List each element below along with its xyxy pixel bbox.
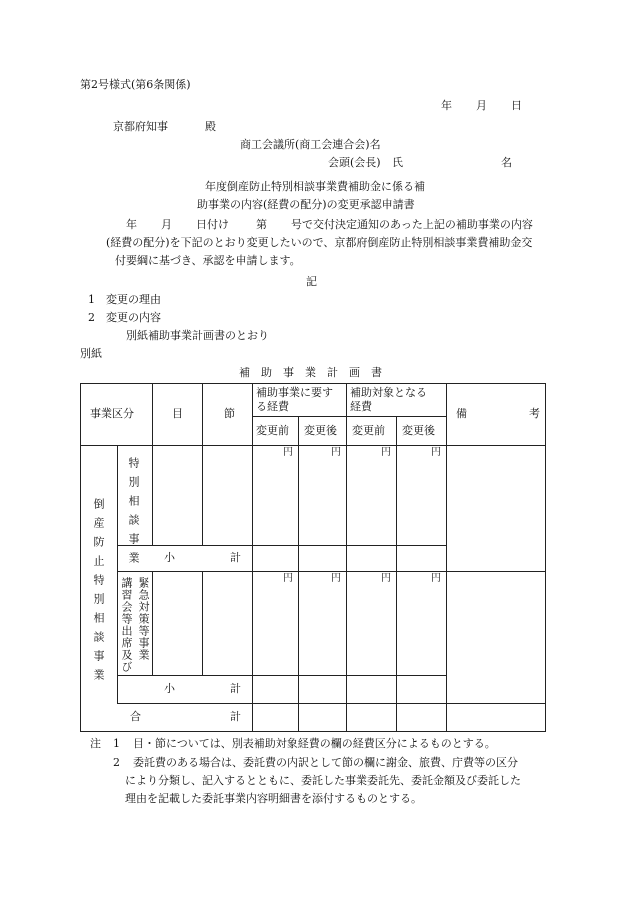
- note-1: 目・節については、別表補助対象経費の欄の経費区分によるものとする。: [133, 737, 496, 750]
- name-label: 氏: [392, 156, 403, 169]
- form-number: 第2号様式(第6条関係): [80, 78, 191, 91]
- header-category: 事業区分: [90, 407, 134, 420]
- item-2: 2 変更の内容: [88, 311, 161, 324]
- note-2-line-2: により分類し、記入するとともに、委託した事業委託先、委託金額及び委託した: [125, 774, 521, 787]
- note-label: 注: [90, 737, 101, 750]
- subtotal-2-b: 計: [230, 682, 241, 695]
- item-1: 1 変更の理由: [88, 293, 161, 306]
- subtotal-1-a: 小: [164, 551, 175, 564]
- honorific: 殿: [205, 120, 216, 133]
- body-line-3: 付要綱に基づき、承認を申請します。: [115, 254, 301, 267]
- ki-label: 記: [306, 275, 317, 288]
- item-2-detail: 別紙補助事業計画書のとおり: [126, 329, 269, 342]
- header-required-2: る経費: [256, 400, 289, 413]
- head-label: 会頭(会長): [328, 156, 381, 169]
- header-after-2: 変更後: [402, 424, 435, 437]
- unit-yen: 円: [283, 447, 293, 458]
- note-2-line-1: 委託費のある場合は、委託費の内訳として節の欄に謝金、旅費、庁費等の区分: [133, 756, 518, 769]
- header-setsu: 節: [224, 407, 235, 420]
- date-day: 日: [511, 99, 522, 112]
- date-year: 年: [441, 99, 452, 112]
- unit-yen: 円: [331, 447, 341, 458]
- unit-yen: 円: [381, 447, 391, 458]
- title-line-1: 年度倒産防止特別相談事業費補助金に係る補: [205, 180, 425, 193]
- body-line-1-rest: 号で交付決定通知のあった上記の補助事業の内容: [291, 218, 533, 231]
- main-category: 倒産防止特別相談事業: [92, 498, 105, 688]
- plan-table: [80, 383, 546, 732]
- subtotal-1-b: 計: [230, 551, 241, 564]
- note-2-number: 2: [113, 756, 120, 769]
- note-2-line-3: 理由を記載した委託事業内容明細書を添付するものとする。: [125, 792, 422, 805]
- header-before-2: 変更前: [352, 424, 385, 437]
- header-remarks-2: 考: [529, 407, 540, 420]
- total-a: 合: [130, 710, 141, 723]
- note-1-number: 1: [113, 737, 120, 750]
- header-eligible-2: 経費: [350, 400, 372, 413]
- unit-yen: 円: [381, 573, 391, 584]
- date-month: 月: [476, 99, 487, 112]
- unit-yen: 円: [283, 573, 293, 584]
- header-eligible-1: 補助対象となる: [350, 386, 427, 399]
- name-label-2: 名: [501, 156, 512, 169]
- org-line: 商工会議所(商工会連合会)名: [240, 138, 381, 151]
- sub-category-2-col2: 講習会等出席及び: [120, 577, 133, 673]
- unit-yen: 円: [431, 573, 441, 584]
- body-year: 年: [126, 218, 137, 231]
- unit-yen: 円: [331, 573, 341, 584]
- body-date: 日付け: [196, 218, 229, 231]
- sub-category-2-col1: 緊急対策等事業: [137, 577, 150, 661]
- title-line-2: 助事業の内容(経費の配分)の変更承認申請書: [197, 198, 415, 211]
- header-after-1: 変更後: [304, 424, 337, 437]
- unit-yen: 円: [431, 447, 441, 458]
- table-title: 補 助 事 業 計 画 書: [239, 366, 382, 379]
- header-before-1: 変更前: [256, 424, 289, 437]
- header-moku: 目: [172, 407, 183, 420]
- body-month: 月: [161, 218, 172, 231]
- header-remarks-1: 備: [456, 407, 467, 420]
- attachment-label: 別紙: [80, 347, 102, 360]
- addressee: 京都府知事: [113, 120, 168, 133]
- body-no: 第: [256, 218, 267, 231]
- subtotal-2-a: 小: [164, 682, 175, 695]
- total-b: 計: [230, 710, 241, 723]
- body-line-2: (経費の配分)を下記のとおり変更したいので、京都府倒産防止特別相談事業費補助金交: [106, 236, 533, 249]
- header-required-1: 補助事業に要す: [256, 386, 333, 399]
- sub-category-1: 特別相談事業: [127, 457, 140, 571]
